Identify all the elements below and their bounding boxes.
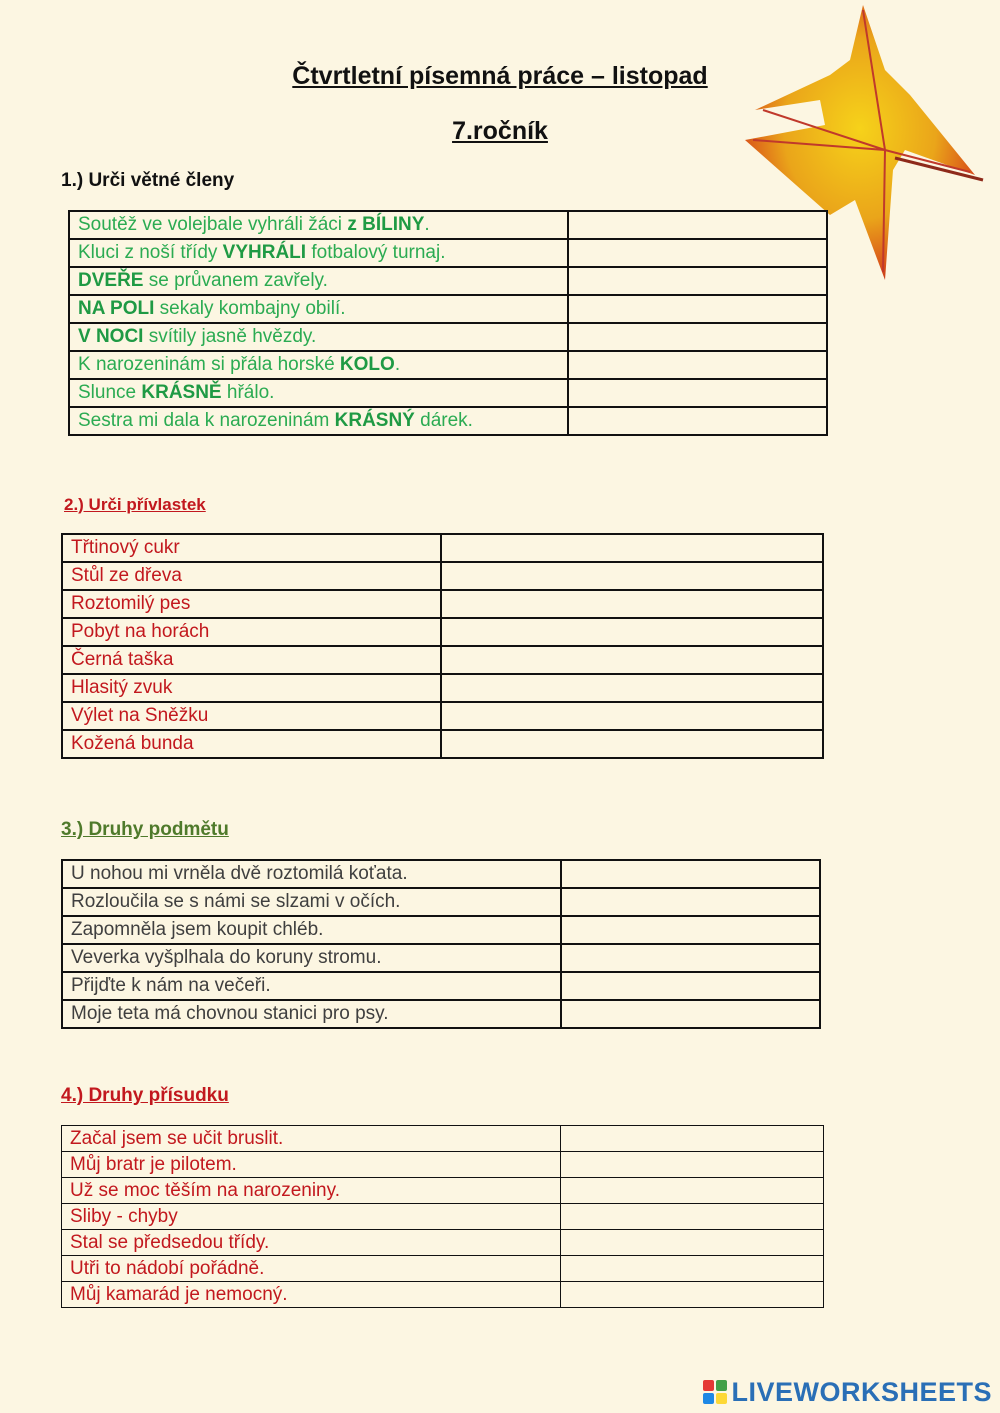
answer-cell[interactable] xyxy=(568,351,827,379)
page-title: Čtvrtletní písemná práce – listopad xyxy=(292,62,708,90)
section3-answer-input-1[interactable] xyxy=(562,861,819,887)
highlighted-word: KRÁSNĚ xyxy=(141,382,222,403)
sentence-cell: Pobyt na horách xyxy=(62,618,441,646)
section4-heading: 4.) Druhy přísudku xyxy=(61,1085,229,1106)
answer-cell[interactable] xyxy=(561,1230,824,1256)
section4-answer-input-3[interactable] xyxy=(561,1178,823,1203)
answer-cell[interactable] xyxy=(568,239,827,267)
table-row xyxy=(62,646,823,674)
sentence-cell: Roztomilý pes xyxy=(62,590,441,618)
answer-cell[interactable] xyxy=(561,1256,824,1282)
section1-table xyxy=(68,210,828,436)
section3-heading: 3.) Druhy podmětu xyxy=(61,819,229,840)
answer-cell[interactable] xyxy=(561,1204,824,1230)
section2-table xyxy=(61,533,824,759)
section2-answer-input-7[interactable] xyxy=(442,703,822,729)
sentence-text: fotbalový turnaj. xyxy=(306,242,446,263)
sentence-cell xyxy=(69,239,568,267)
logo-icon xyxy=(703,1380,727,1404)
table-row xyxy=(62,590,823,618)
sentence-cell: Už se moc těším na narozeniny. xyxy=(62,1178,561,1204)
table-row xyxy=(62,888,820,916)
table-row xyxy=(62,1256,824,1282)
sentence-cell xyxy=(69,267,568,295)
table-row xyxy=(62,1282,824,1308)
sentence-text: K narozeninám si přála horské xyxy=(78,354,340,375)
table-row xyxy=(62,1000,820,1028)
sentence-cell: Zapomněla jsem koupit chléb. xyxy=(62,916,561,944)
sentence-cell: Můj bratr je pilotem. xyxy=(62,1152,561,1178)
sentence-cell xyxy=(69,323,568,351)
section2-answer-input-1[interactable] xyxy=(442,535,822,561)
sentence-cell: Stůl ze dřeva xyxy=(62,562,441,590)
section1-answer-input-3[interactable] xyxy=(569,268,826,294)
table-row xyxy=(62,702,823,730)
highlighted-word: KOLO xyxy=(339,354,395,375)
sentence-cell: Utři to nádobí pořádně. xyxy=(62,1256,561,1282)
highlighted-word: NA POLI xyxy=(78,298,155,319)
table-row xyxy=(69,295,827,323)
answer-cell[interactable] xyxy=(568,407,827,435)
answer-cell[interactable] xyxy=(561,916,820,944)
section4-answer-input-7[interactable] xyxy=(561,1282,823,1307)
sentence-cell: Začal jsem se učit bruslit. xyxy=(62,1126,561,1152)
answer-cell[interactable] xyxy=(568,323,827,351)
table-row xyxy=(62,534,823,562)
section1-answer-input-2[interactable] xyxy=(569,240,826,266)
sentence-cell: Stal se předsedou třídy. xyxy=(62,1230,561,1256)
sentence-cell xyxy=(69,295,568,323)
sentence-cell xyxy=(69,407,568,435)
grade-label: 7.ročník xyxy=(452,117,548,145)
sentence-cell: Sliby - chyby xyxy=(62,1204,561,1230)
answer-cell[interactable] xyxy=(568,295,827,323)
section3-answer-input-4[interactable] xyxy=(562,945,819,971)
highlighted-word: VYHRÁLI xyxy=(222,242,307,263)
section4-answer-input-2[interactable] xyxy=(561,1152,823,1177)
answer-cell[interactable] xyxy=(561,944,820,972)
section1-answer-input-5[interactable] xyxy=(569,324,826,350)
table-row xyxy=(62,860,820,888)
section1-answer-input-7[interactable] xyxy=(569,380,826,406)
section4-answer-input-4[interactable] xyxy=(561,1204,823,1229)
section4-answer-input-5[interactable] xyxy=(561,1230,823,1255)
section2-answer-input-3[interactable] xyxy=(442,591,822,617)
table-row xyxy=(62,1230,824,1256)
table-row xyxy=(69,379,827,407)
answer-cell[interactable] xyxy=(441,590,823,618)
table-row xyxy=(69,407,827,435)
sentence-cell: Můj kamarád je nemocný. xyxy=(62,1282,561,1308)
sentence-text: sekaly kombajny obilí. xyxy=(154,298,346,319)
section2-answer-input-2[interactable] xyxy=(442,563,822,589)
sentence-cell: Moje teta má chovnou stanici pro psy. xyxy=(62,1000,561,1028)
section1-answer-input-4[interactable] xyxy=(569,296,826,322)
section1-answer-input-1[interactable] xyxy=(569,212,826,238)
answer-cell[interactable] xyxy=(561,1152,824,1178)
sentence-cell: Výlet na Sněžku xyxy=(62,702,441,730)
answer-cell[interactable] xyxy=(561,1000,820,1028)
answer-cell[interactable] xyxy=(441,730,823,758)
answer-cell[interactable] xyxy=(441,646,823,674)
section1-answer-input-6[interactable] xyxy=(569,352,826,378)
table-row xyxy=(69,267,827,295)
table-row xyxy=(62,674,823,702)
highlighted-word: KRÁSNÝ xyxy=(334,410,415,431)
section2-answer-input-6[interactable] xyxy=(442,675,822,701)
sentence-cell xyxy=(69,351,568,379)
answer-cell[interactable] xyxy=(441,534,823,562)
highlighted-word: z BÍLINY xyxy=(347,214,425,235)
table-row xyxy=(62,618,823,646)
table-row xyxy=(62,944,820,972)
liveworksheets-logo xyxy=(703,1377,992,1407)
sentence-text: . xyxy=(424,214,430,235)
answer-cell[interactable] xyxy=(561,1126,824,1152)
answer-cell[interactable] xyxy=(441,562,823,590)
table-row xyxy=(62,562,823,590)
table-row xyxy=(62,1152,824,1178)
section4-table xyxy=(61,1125,824,1308)
logo-text: LIVEWORKSHEETS xyxy=(731,1376,992,1407)
sentence-text: Slunce xyxy=(78,382,142,403)
sentence-cell: Hlasitý zvuk xyxy=(62,674,441,702)
table-row xyxy=(69,239,827,267)
table-row xyxy=(62,972,820,1000)
answer-cell[interactable] xyxy=(568,211,827,239)
sentence-text: hřálo. xyxy=(221,382,275,403)
table-row xyxy=(69,211,827,239)
table-row xyxy=(62,916,820,944)
sentence-cell: Černá taška xyxy=(62,646,441,674)
answer-cell[interactable] xyxy=(561,972,820,1000)
table-row xyxy=(62,1178,824,1204)
answer-cell[interactable] xyxy=(441,702,823,730)
sentence-cell: Třtinový cukr xyxy=(62,534,441,562)
table-row xyxy=(62,1204,824,1230)
sentence-text: svítily jasně hvězdy. xyxy=(143,326,317,347)
sentence-text: Kluci z noší třídy xyxy=(78,242,223,263)
table-row xyxy=(69,351,827,379)
sentence-text: se průvanem zavřely. xyxy=(143,270,328,291)
sentence-cell: U nohou mi vrněla dvě roztomilá koťata. xyxy=(62,860,561,888)
sentence-text: Soutěž ve volejbale vyhráli žáci xyxy=(78,214,348,235)
answer-cell[interactable] xyxy=(568,267,827,295)
table-row xyxy=(69,323,827,351)
sentence-cell: Přijďte k nám na večeři. xyxy=(62,972,561,1000)
highlighted-word: V NOCI xyxy=(78,326,144,347)
table-row xyxy=(62,730,823,758)
section3-answer-input-2[interactable] xyxy=(562,889,819,915)
answer-cell[interactable] xyxy=(441,674,823,702)
sentence-cell: Rozloučila se s námi se slzami v očích. xyxy=(62,888,561,916)
highlighted-word: DVEŘE xyxy=(78,270,144,291)
section3-table xyxy=(61,859,821,1029)
sentence-cell: Veverka vyšplhala do koruny stromu. xyxy=(62,944,561,972)
answer-cell[interactable] xyxy=(561,860,820,888)
sentence-cell xyxy=(69,211,568,239)
sentence-text: dárek. xyxy=(414,410,473,431)
answer-cell[interactable] xyxy=(441,618,823,646)
section4-answer-input-6[interactable] xyxy=(561,1256,823,1281)
section2-heading: 2.) Urči přívlastek xyxy=(64,495,206,514)
answer-cell[interactable] xyxy=(561,1178,824,1204)
sentence-cell xyxy=(69,379,568,407)
sentence-text: . xyxy=(394,354,401,375)
section1-answer-input-8[interactable] xyxy=(569,408,826,434)
section3-answer-input-6[interactable] xyxy=(562,1001,819,1027)
section1-heading: 1.) Urči větné členy xyxy=(61,170,235,191)
section2-answer-input-8[interactable] xyxy=(442,731,822,757)
sentence-text: Sestra mi dala k narozeninám xyxy=(78,410,335,431)
sentence-cell: Kožená bunda xyxy=(62,730,441,758)
answer-cell[interactable] xyxy=(561,888,820,916)
answer-cell[interactable] xyxy=(561,1282,824,1308)
section3-answer-input-3[interactable] xyxy=(562,917,819,943)
answer-cell[interactable] xyxy=(568,379,827,407)
section3-answer-input-5[interactable] xyxy=(562,973,819,999)
section2-answer-input-5[interactable] xyxy=(442,647,822,673)
section2-answer-input-4[interactable] xyxy=(442,619,822,645)
section4-answer-input-1[interactable] xyxy=(561,1126,823,1151)
table-row xyxy=(62,1126,824,1152)
